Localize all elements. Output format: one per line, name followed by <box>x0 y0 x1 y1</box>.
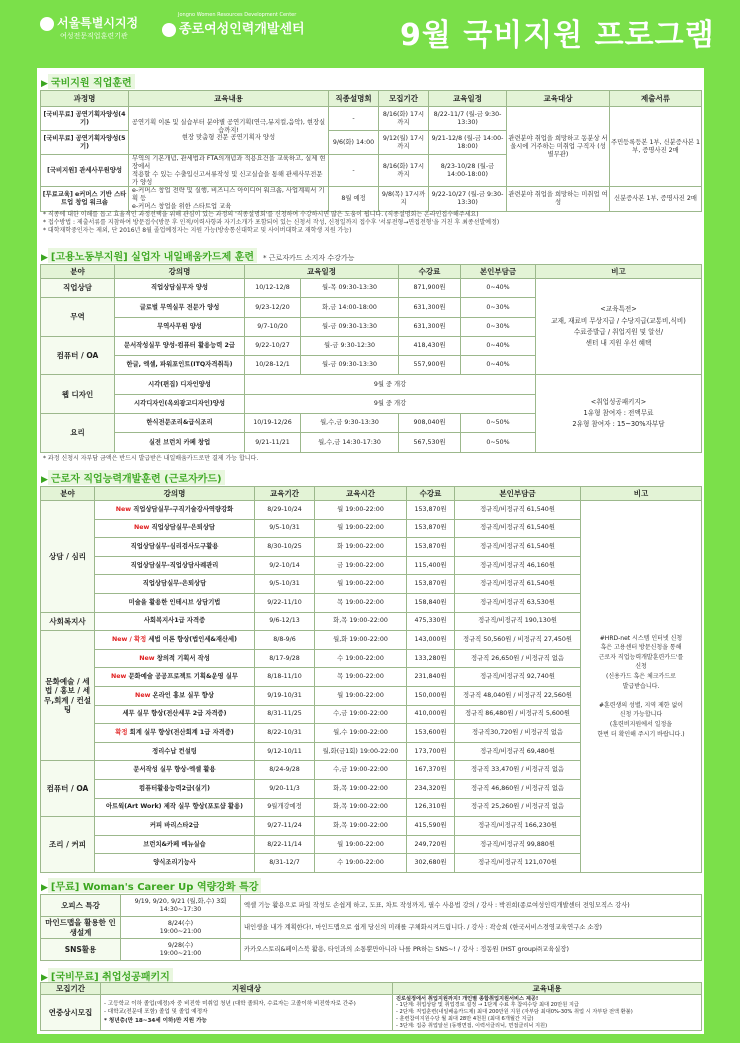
table-row: 마인드맵을 활용한 인생설계 8/24(수) 19:00~21:00 내인생을 내가 계획한다!, 마인드맵으로 쉽게 당신의 미래를 구체화시켜드립니다. / 강사 : 곽승희 (한국서비스경영교육연구소 소장) <box>41 917 702 939</box>
table-row: 실전 브런치 카페 창업 9/21-11/21 월,수,금 14:30-17:30 567,530원 0~50% <box>41 433 702 452</box>
section4-title: ▶ [무료] Woman's Career Up 역량강화 특강 <box>41 878 261 893</box>
table-row: 직업상담실무-직업상담사례관리 9/2-10/14 금 19:00-22:00 115,400원 정규직/비정규직 46,160원 <box>41 556 702 575</box>
table-row: 조리 / 커피 커피 바리스타2급 9/27-11/24 화,목 19:00-22:00 415,590원 정규직/비정규직 166,230원 <box>41 817 702 836</box>
logo1-main: 서울특별시지정 <box>57 16 139 30</box>
section3-table: 분야 강의명 교육기간 교육시간 수강료 본인부담금 비고 상담 / 심리 New 직업상담실무-구직기술강사역량강화 8/29-10/24 월 19:00-22:00 153,870원 정규직/비정규직 61,540원 #HRD-net 시스템 인터넷 신청 혹은 고용센터 방문신청을 통해 근로자 직업능력개발훈련카드'를 신청 (신용카드 혹은 체크카드로 발급받습니다. #훈련생의 성별, 지역 제한 없이 신청 가능합니다 (훈련비지원에서 일정을 한번 더 확인해 주시기 바랍니다.) New 직업상담실무-은퇴상담 9/5-10/31 월 19:00-22:00 153,870원 정규직/비정규직 61,540원 직업상담실무-심리검사도구활용 8/30-10/25 화 19:00-22:00 153,870원 정규직/비정규직 61,540원 직업상담실무-직업상담사례관리 9/2-10/14 금 19:00-22:00 115,400원 정규직/비정규직 46,160원 직업상담실무-은퇴상담 9/5-10/31 월 19:00-22:00 153,870원 정규직/비정규직 61,540원 미술을 활용한 인테시브 상담기법 9/22-11/10 목 19:00-22:00 158,840원 정규직/비정규직 63,530원 사회복지사 사회복지사1급 자격증 9/6-12/13 화,목 19:00-22:00 475,330원 정규직/비정규직 190,130원 문화예술 / 세법 / 홍보 / 세무,회계 / 컨설팅 New / 확정 세법 이론 향상(법인세&재산세) 8/8-9/6 월,화 19:00-22:00 143,000원 정규직 50,560원 / 비정규직 27,450원 New 창의적 기획서 작성 8/17-9/28 수 19:00-22:00 133,280원 정규직 26,650원 / 비정규직 없음 New 문화예술 공공프로젝트 기획&운영 실무 8/18-11/10 목 19:00-22:00 231,840원 정규직/비정규직 92,740원 New 온라인 홍보 실무 향상 9/19-10/31 월 19:00-22:00 150,000원 정규직 48,040원 / 비정규직 22,560원 세무 실무 향상(전산세무 2급 자격증) 8/31-11/25 수,금 19:00-22:00 410,000원 정규직 86,480원 / 비정규직 5,600원 확정 회계 실무 향상(전산회계 1급 자격증) 8/22-10/31 월,수 19:00-22:00 153,600원 정규직30,720원 / 비정규직 없음 정리수납 컨설팅 9/12-10/11 월,화(금1회) 19:00-22:00 173,700원 정규직/비정규직 69,480원 컴퓨터 / OA 문서작성 실무 향상-엑셀 활용 8/24-9/28 수,금 19:00-22:00 167,370원 정규직 33,470원 / 비정규직 없음 컴퓨터활용능력2급(실기) 9/20-11/3 화,목 19:00-22:00 234,320원 정규직 46,860원 / 비정규직 없음 아트웍(Art Work) 제작 실무 향상(포토샵 활용) 9월개강예정 화,목 19:00-22:00 126,310원 정규직 25,260원 / 비정규직 없음 조리 / 커피 커피 바리스타2급 9/27-11/24 화,목 19:00-22:00 415,590원 정규직/비정규직 166,230원 브런치&카페 메뉴실습 8/22-11/14 월 19:00-22:00 249,720원 정규직/비정규직 99,880원 양식조리기능사 8/31-12/7 수 19:00-22:00 302,680원 정규직/비정규직 121,070원 <box>40 486 702 873</box>
arrow-icon: ▶ <box>41 79 48 89</box>
table-row: [국비무료] 공연기획자양성(4기) 공연기획 이론 및 실습부터 분야별 공연기획(연극,뮤지컬,음악), 현장실습까지! 현장 맞춤형 전문 공연기획자 양성 - 8/16(화) 17시까지 8/22-11/7 (월-금 9:30-13:30) 관련분야 취업을 희망하고 동분상 서울시에 거주하는 미취업 구직자 (성별무관) 주민등록등본 1부, 신분증사본 1부, 증명사진 2매 <box>41 107 702 131</box>
section2-note: * 과정 신청시 자부담 금액은 반드시 발급받은 내일배움카드로만 결제 가능 합니다. <box>43 455 259 462</box>
table-row: 상담 / 심리 New 직업상담실무-구직기술강사역량강화 8/29-10/24 월 19:00-22:00 153,870원 정규직/비정규직 61,540원 #HRD-net 시스템 인터넷 신청 혹은 고용센터 방문신청을 통해 근로자 직업능력개발훈련카드'를 신청 (신용카드 혹은 체크카드로 발급받습니다. #훈련생의 성별, 지역 제한 없이 신청 가능합니다 (훈련비지원에서 일정을 한번 더 확인해 주시기 바랍니다.) <box>41 501 702 520</box>
table-row: [국비무료] 공연기획자양성(5기) 9/6(화) 14:00 9/12(월) 17시까지 9/21-12/8 (월-금 14:00-18:00) <box>41 131 702 155</box>
arrow-icon: ▶ <box>41 475 48 485</box>
table-row: 컴퓨터 / OA 문서작성실무 양성-컴퓨터 활용능력 2급 9/22-10/27 월-금 9:30-12:30 418,430원 0~40% <box>41 336 702 355</box>
table-row: 무역 글로벌 무역실무 전문가 양성 9/23-12/20 화,금 14:00-18:00 631,300원 0~30% <box>41 298 702 317</box>
section1-table: 과정명 교육내용 직종설명회 모집기간 교육일정 교육대상 제출서류 [국비무료] 공연기획자양성(4기) 공연기획 이론 및 실습부터 분야별 공연기획(연극,뮤지컬,음악), 현장실습까지! 현장 맞춤형 전문 공연기획자 양성 - 8/16(화) 17시까지 8/22-11/7 (월-금 9:30-13:30) 관련분야 취업을 희망하고 동분상 서울시에 거주하는 미취업 구직자 (성별무관) 주민등록등본 1부, 신분증사본 1부, 증명사진 2매 [국비무료] 공연기획자양성(5기) 9/6(화) 14:00 9/12(월) 17시까지 9/21-12/8 (월-금 14:00-18:00) [국비지원] 관세사무원양성 무역의 기본개념, 관세법과 FTA의개념과 적용요건을 교육하고, 실제 현장에서 적용할 수 있는 수출입신고서류작성 및 신고실습을 통해 관세사무전문가 양성 - 8/16(화) 17시까지 8/23-10/28 (월-금 14:00-18:00) [무료교육] e커머스 기반 스타트업 창업 워크숍 e-커머스 창업 전략 및 실행, 비즈니스 아이디어 워크숍, 사업계획서 기획 등 e-커머스 창업을 위한 스타트업 교육 8월 예정 9/8(목) 17시까지 9/22-10/27 (월-금 9:30-13:30) 관련분야 취업을 희망하는 미취업 여성 신분증사본 1부, 증명사진 2매 <box>40 90 702 212</box>
table-row: 무역사무원 양성 9/7-10/20 월-금 09:30-13:30 631,300원 0~30% <box>41 317 702 336</box>
table-row: [국비지원] 관세사무원양성 무역의 기본개념, 관세법과 FTA의개념과 적용요건을 교육하고, 실제 현장에서 적용할 수 있는 수출입신고서류작성 및 신고실습을 통해 관세사무전문가 양성 - 8/16(화) 17시까지 8/23-10/28 (월-금 14:00-18:00) <box>41 155 702 187</box>
section2-table: 분야 강의명 교육일정 수강료 본인부담금 비고 직업상담 직업상담실무자 양성 10/12-12/8 월-목 09:30-13:30 871,900원 0~40% <교육특전> 교재, 재료비 무상지급 / 수당지급(교통비,식비) 수료증발급 / 취업지원 및 알선/ 센터 내 지원 우선 혜택 무역 글로벌 무역실무 전문가 양성 9/23-12/20 화,금 14:00-18:00 631,300원 0~30% 무역사무원 양성 9/7-10/20 월-금 09:30-13:30 631,300원 0~30% 컴퓨터 / OA 문서작성실무 양성-컴퓨터 활용능력 2급 9/22-10/27 월-금 9:30-12:30 418,430원 0~40% 한글, 엑셀, 파워포인트(ITQ자격취득) 10/28-12/1 월-금 09:30-13:30 557,900원 0~40% 웹 디자인 시각(편집) 디자인양성 9월 중 개강 <취업성공패키지> 1유형 참여자 : 전액무료 2유형 참여자 : 15~30%자부담 시각디자인(옥외광고디자인)양성 9월 중 개강 요리 한식전문조리&급식조리 10/19-12/26 월,수,금 9:30-13:30 908,040원 0~50% 실전 브런치 카페 창업 9/21-11/21 월,수,금 14:30-17:30 567,530원 0~50% <box>40 264 702 453</box>
table-row: 직업상담실무-심리검사도구활용 8/30-10/25 화 19:00-22:00 153,870원 정규직/비정규직 61,540원 <box>41 538 702 557</box>
arrow-icon: ▶ <box>41 973 48 983</box>
arrow-icon: ▶ <box>41 253 48 263</box>
table-row: 컴퓨터활용능력2급(실기) 9/20-11/3 화,목 19:00-22:00 234,320원 정규직 46,860원 / 비정규직 없음 <box>41 779 702 798</box>
section4-table <box>40 894 702 961</box>
table-row: SNS활용 9/28(수) 19:00~21:00 카카오스토리&페이스북 활용, 타인과의 소통뿐만아니라 나를 PR하는 SNS~! / 강사 : 정동원 (HST group㈜교육실장) <box>41 939 702 961</box>
table-row: 세무 실무 향상(전산세무 2급 자격증) 8/31-11/25 수,금 19:00-22:00 410,000원 정규직 86,480원 / 비정규직 5,600원 <box>41 705 702 724</box>
table-row: New 문화예술 공공프로젝트 기획&운영 실무 8/18-11/10 목 19:00-22:00 231,840원 정규직/비정규직 92,740원 <box>41 668 702 687</box>
document-body <box>37 68 704 1034</box>
table-row: 시각디자인(옥외광고디자인)양성 9월 중 개강 <box>41 394 702 413</box>
table-row: 직업상담 직업상담실무자 양성 10/12-12/8 월-목 09:30-13:30 871,900원 0~40% <교육특전> 교재, 재료비 무상지급 / 수당지급(교통비,식비) 수료증발급 / 취업지원 및 알선/ 센터 내 지원 우선 혜택 <box>41 279 702 298</box>
table-row: 직업상담실무-은퇴상담 9/5-10/31 월 19:00-22:00 153,870원 정규직/비정규직 61,540원 <box>41 575 702 594</box>
table-row: 양식조리기능사 8/31-12/7 수 19:00-22:00 302,680원 정규직/비정규직 121,070원 <box>41 854 702 873</box>
section3-title: ▶ 근로자 직업능력개발훈련 (근로자카드) <box>41 470 225 485</box>
section1-title: ▶ 국비지원 직업훈련 <box>41 74 135 89</box>
table-row: 한글, 엑셀, 파워포인트(ITQ자격취득) 10/28-12/1 월-금 09:30-13:30 557,900원 0~40% <box>41 356 702 375</box>
section5-table: 모집기간 지원대상 교육내용 연중상시모집 - 고등학교 이하 졸업(예정)자 중 비진학 미취업 청년 (대학 졸퇴자, 수료자는 고졸이하 비진학자로 간주) - 대학교(전문대 포함) 졸업 및 졸업 예정자 * 청년층(만 18~34세 이하)만 지원 가능 진로설정에서 취업지원까지! 개인별 종합취업지원서비스 제공! - 1단계: 취업상담 및 취업경로 설정 → 1단계 수료 후 참여수당 최대 20만원 지급 - 2단계: 직업훈련(내일배움카드제) 최대 200만원 지원 (자부담 최대0%-30% 취업 시 자부담 전액 환불) - 훈련참여지원수당 월 최대 28만 4천원 (최대 6개월간 지급) - 3단계: 집중 취업알선 (동행면접, 이력서클리닉, 면접클리닉 지원) <box>40 982 702 1031</box>
logo2-main: 종로여성인력개발센터 <box>179 22 305 37</box>
table-row: New 온라인 홍보 실무 향상 9/19-10/31 월 19:00-22:00 150,000원 정규직 48,040원 / 비정규직 22,560원 <box>41 686 702 705</box>
table-row: 문화예술 / 세법 / 홍보 / 세무,회계 / 컨설팅 New / 확정 세법 이론 향상(법인세&재산세) 8/8-9/6 월,화 19:00-22:00 143,000원 정규직 50,560원 / 비정규직 27,450원 <box>41 631 702 650</box>
arrow-icon: ▶ <box>41 883 48 893</box>
seoul-logo-icon <box>40 17 54 31</box>
section1-notes: * 직종에 대한 이해를 돕고 효율적인 과정선택을 위해 관심이 있는 과정의 '직종설명회'를 신청하여 수강하시면 많은 도움이 됩니다. (직종설명회는 온라인접수해주세요) * 접수방법 : 제출서류를 지참하여 방문접수(방문 후 인적/이력사항과 자기소개가 포함되어 있는 신청서 작성, 신청일까지 접수후 '서류전형→면접전형'을 거친 후 최종선발예정) * 대학재학중인자는 제외, 단 2016년 8월 졸업예정자는 지원 가능(방송통신대학교 및 사이버대학교 재학생 지원 가능) <box>43 211 500 235</box>
table-row: 연중상시모집 - 고등학교 이하 졸업(예정)자 중 비진학 미취업 청년 (대학 졸퇴자, 수료자는 고졸이하 비진학자로 간주) - 대학교(전문대 포함) 졸업 및 졸업 예정자 * 청년층(만 18~34세 이하)만 지원 가능 진로설정에서 취업지원까지! 개인별 종합취업지원서비스 제공! - 1단계: 취업상담 및 취업경로 설정 → 1단계 수료 후 참여수당 최대 20만원 지급 - 2단계: 직업훈련(내일배움카드제) 최대 200만원 지원 (자부담 최대0%-30% 취업 시 자부담 전액 환불) - 훈련참여지원수당 월 최대 28만 4천원 (최대 6개월간 지급) - 3단계: 집중 취업알선 (동행면접, 이력서클리닉, 면접클리닉 지원) <box>41 995 702 1031</box>
section2-title: ▶ [고용노동부지원] 실업자 내일배움카드제 훈련 * 근로자카드 소지자 수강가능 <box>41 248 354 263</box>
seoul-logo <box>40 14 138 41</box>
logo1-sub: 여성전문직업훈련기관 <box>60 32 128 40</box>
table-row: 확정 회계 실무 향상(전산회계 1급 자격증) 8/22-10/31 월,수 19:00-22:00 153,600원 정규직30,720원 / 비정규직 없음 <box>41 724 702 743</box>
table-row: New 직업상담실무-은퇴상담 9/5-10/31 월 19:00-22:00 153,870원 정규직/비정규직 61,540원 <box>41 519 702 538</box>
table-row: 아트웍(Art Work) 제작 실무 향상(포토샵 활용) 9월개강예정 화,목 19:00-22:00 126,310원 정규직 25,260원 / 비정규직 없음 <box>41 798 702 817</box>
logo2-en: Jongno Women Resources Development Center <box>178 12 297 18</box>
center-logo <box>162 12 305 37</box>
table-row: 오피스 특강 9/19, 9/20, 9/21 (월,화,수) 3회 14:30~17:30 엑셀 기능 활용으로 파일 작성도 손쉽게 하고, 도표, 차트 작성까지, 필수 사용법 강의 / 강사 : 박진희(종로여성인력개발센터 전임모직스 강사) <box>41 895 702 917</box>
table-row: 브런치&카페 메뉴실습 8/22-11/14 월 19:00-22:00 249,720원 정규직/비정규직 99,880원 <box>41 835 702 854</box>
center-logo-icon <box>162 23 176 37</box>
table-row: 정리수납 컨설팅 9/12-10/11 월,화(금1회) 19:00-22:00 173,700원 정규직/비정규직 69,480원 <box>41 742 702 761</box>
page-title: 9월 국비지원 프로그램 <box>400 18 715 53</box>
table-row: 사회복지사 사회복지사1급 자격증 9/6-12/13 화,목 19:00-22:00 475,330원 정규직/비정규직 190,130원 <box>41 612 702 631</box>
table-row: [무료교육] e커머스 기반 스타트업 창업 워크숍 e-커머스 창업 전략 및 실행, 비즈니스 아이디어 워크숍, 사업계획서 기획 등 e-커머스 창업을 위한 스타트업 교육 8월 예정 9/8(목) 17시까지 9/22-10/27 (월-금 9:30-13:30) 관련분야 취업을 희망하는 미취업 여성 신분증사본 1부, 증명사진 2매 <box>41 187 702 212</box>
table-row: 미술을 활용한 인테시브 상담기법 9/22-11/10 목 19:00-22:00 158,840원 정규직/비정규직 63,530원 <box>41 593 702 612</box>
table-row: 요리 한식전문조리&급식조리 10/19-12/26 월,수,금 9:30-13:30 908,040원 0~50% <box>41 414 702 433</box>
table-row: 웹 디자인 시각(편집) 디자인양성 9월 중 개강 <취업성공패키지> 1유형 참여자 : 전액무료 2유형 참여자 : 15~30%자부담 <box>41 375 702 394</box>
header <box>0 0 740 62</box>
section5-title: ▶ [국비무료] 취업성공패키지 <box>41 968 173 983</box>
table-row: 컴퓨터 / OA 문서작성 실무 향상-엑셀 활용 8/24-9/28 수,금 19:00-22:00 167,370원 정규직 33,470원 / 비정규직 없음 <box>41 761 702 780</box>
table-row: New 창의적 기획서 작성 8/17-9/28 수 19:00-22:00 133,280원 정규직 26,650원 / 비정규직 없음 <box>41 649 702 668</box>
